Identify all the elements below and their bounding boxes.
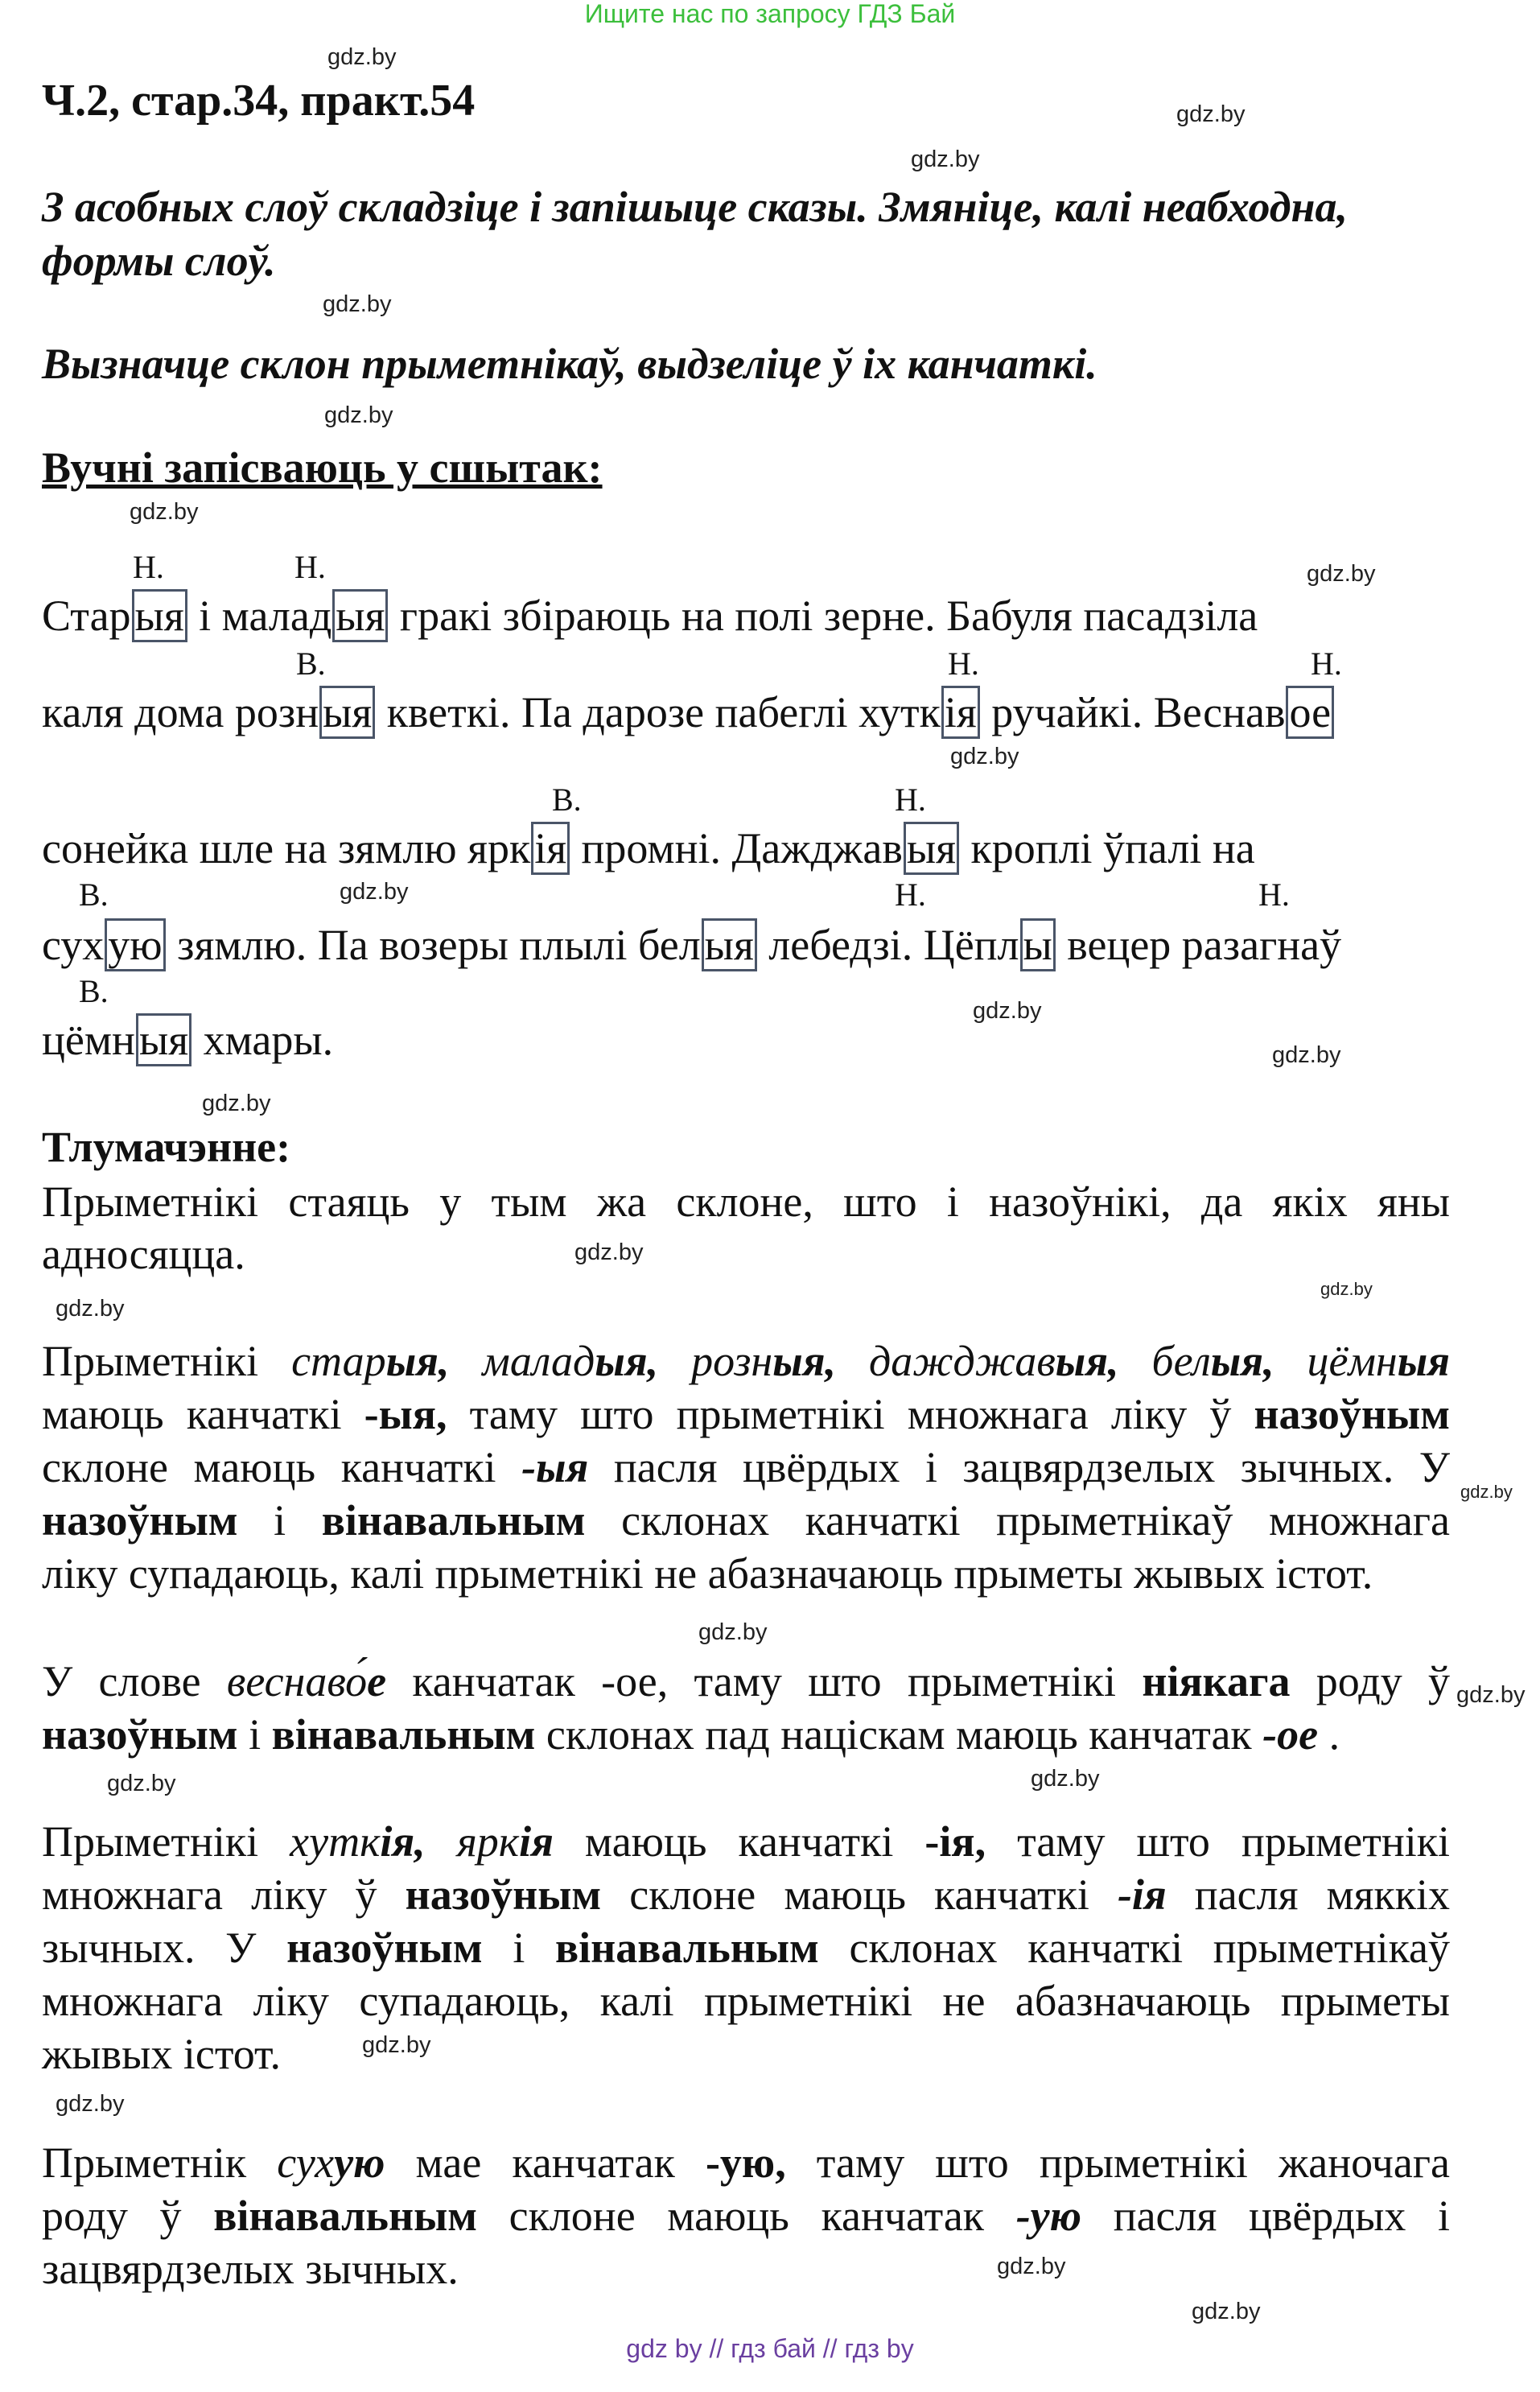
watermark: gdz.by: [911, 146, 980, 172]
text-run: [658, 1337, 691, 1385]
paragraph-line: [42, 2027, 281, 2081]
emphasis-text: назоўным: [405, 1870, 602, 1919]
case-label: Н.: [1311, 645, 1342, 682]
text-run: множнага ліку ў: [42, 1870, 406, 1919]
exercise-line: [42, 918, 1341, 971]
instruction-line-1: З асобных слоў складзіце і запішыце сказы. Змяніце, калі неабходна,: [42, 183, 1349, 231]
emphasis-text: малад: [482, 1337, 595, 1385]
emphasis-text: ыя,: [1055, 1337, 1119, 1385]
text-run: цёмн: [42, 1016, 135, 1064]
emphasis-text: розн: [691, 1337, 773, 1385]
watermark: gdz.by: [324, 402, 393, 428]
watermark: gdz.by: [973, 998, 1042, 1024]
text-run: каля дома розн: [42, 688, 319, 736]
ending-box: ія: [531, 822, 570, 875]
ending-box: ія: [941, 686, 980, 739]
watermark: gdz.by: [1460, 1482, 1513, 1502]
text-run: Прыметнікі: [42, 1337, 292, 1385]
text-run: таму што прыметнікі жаночага: [785, 2138, 1450, 2187]
text-run: роду ў: [1290, 1657, 1450, 1705]
text-run: кветкі. Па дарозе пабеглі хутк: [376, 688, 941, 736]
emphasis-text: ыя,: [772, 1337, 837, 1385]
instruction-line-2: формы слоў.: [42, 237, 276, 285]
ending-box: ыя: [702, 918, 757, 971]
text-run: гракі збіраюць на полі зерне. Бабуля пасадзіла: [389, 592, 1258, 640]
text-run: [426, 1817, 457, 1866]
case-label: Н.: [948, 645, 979, 682]
ending-box: ыя: [132, 589, 187, 642]
paragraph-line: [42, 1974, 1450, 2027]
ending-box: ую: [105, 918, 165, 971]
text-run: ліку супадаюць, калі прыметнікі не абазначаюць прыметы жывых істот.: [42, 1549, 1373, 1598]
text-run: кроплі ўпалі на: [959, 824, 1255, 872]
paragraph-line: [42, 1334, 1450, 1388]
paragraph-line: [42, 1494, 1450, 1547]
emphasis-text: ыя: [1397, 1337, 1451, 1385]
paragraph-line: [42, 1227, 245, 1281]
emphasis-text: стар: [291, 1337, 386, 1385]
text-run: Прыметнік: [42, 2138, 278, 2187]
text-run: роду ў: [42, 2192, 214, 2240]
notebook-heading: Вучні запісваюць у сшытак:: [42, 443, 603, 492]
instruction-line-3: Вызначце склон прыметнікаў, выдзеліце ў іх канчаткі.: [42, 340, 1097, 388]
text-run: Стар: [42, 592, 131, 640]
text-run: адносяцца.: [42, 1230, 245, 1278]
watermark: gdz.by: [1307, 561, 1376, 587]
case-label: Н.: [1258, 876, 1290, 913]
text-run: склонах канчаткі прыметнікаў множнага: [585, 1496, 1450, 1544]
paragraph-line: [42, 1441, 1450, 1494]
explanation-heading: Тлумачэнне:: [42, 1123, 291, 1171]
emphasis-text: хутк: [290, 1817, 381, 1866]
text-run: множнага ліку супадаюць, калі прыметнікі не абазначаюць прыметы: [42, 1977, 1450, 2025]
emphasis-text: -ую,: [705, 2138, 786, 2187]
text-run: хмары.: [192, 1016, 334, 1064]
watermark: gdz.by: [997, 2254, 1066, 2279]
watermark: gdz.by: [56, 1296, 125, 1322]
ending-box: ыя: [904, 822, 959, 875]
ending-box: ыя: [319, 686, 375, 739]
text-run: промні. Дажджав: [570, 824, 903, 872]
text-run: маюць канчаткі: [553, 1817, 925, 1866]
text-run: і: [237, 1496, 322, 1544]
paragraph-line: [42, 2189, 1450, 2242]
text-run: [1119, 1337, 1152, 1385]
text-run: Прыметнікі стаяць у тым жа склоне, што і назоўнікі, да якіх яны: [42, 1177, 1450, 1226]
emphasis-text: веснаво́: [226, 1657, 368, 1705]
text-run: Прыметнікі: [42, 1817, 290, 1866]
text-run: зямлю. Па возеры плылі бел: [166, 921, 701, 969]
text-run: канчатак: [386, 1657, 602, 1705]
watermark: gdz.by: [1176, 101, 1246, 127]
paragraph-line: [42, 1655, 1450, 1708]
emphasis-text: -ія: [1117, 1870, 1167, 1919]
watermark: gdz.by: [202, 1091, 271, 1116]
paragraph-line: [42, 2242, 459, 2295]
watermark: gdz.by: [1456, 1682, 1526, 1708]
emphasis-text: -ое: [1262, 1710, 1319, 1759]
text-run: лебедзі. Цёпл: [757, 921, 1019, 969]
watermark: gdz.by: [574, 1239, 644, 1265]
ending-box: ыя: [332, 589, 388, 642]
text-run: склонах пад націскам маюць канчатак: [535, 1710, 1263, 1759]
emphasis-text: назоўным: [286, 1924, 483, 1972]
emphasis-text: ыя,: [595, 1337, 659, 1385]
emphasis-text: ыя,: [385, 1337, 450, 1385]
watermark: gdz.by: [130, 499, 199, 525]
text-run: зацвярдзелых зычных.: [42, 2245, 459, 2293]
emphasis-text: ыя,: [1210, 1337, 1274, 1385]
emphasis-text: ія: [519, 1817, 554, 1866]
emphasis-text: ярк: [456, 1817, 520, 1866]
text-run: і малад: [187, 592, 332, 640]
emphasis-text: -ую: [1015, 2192, 1082, 2240]
watermark: gdz.by: [340, 879, 409, 905]
exercise-line: [42, 589, 1258, 642]
emphasis-text: вінавальным: [555, 1924, 819, 1972]
case-label: В.: [296, 645, 326, 682]
emphasis-text: назоўным: [42, 1710, 238, 1759]
text-run: сух: [42, 921, 105, 969]
watermark: gdz.by: [327, 44, 397, 70]
emphasis-text: е: [367, 1657, 387, 1705]
text-run: ручайкі. Веснав: [980, 688, 1286, 736]
page-title: Ч.2, стар.34, практ.54: [42, 76, 476, 126]
text-run: зычных. У: [42, 1924, 287, 1972]
search-hint-banner: Ищите нас по запросу ГДЗ Бай: [584, 0, 956, 28]
emphasis-text: назоўным: [1254, 1390, 1450, 1438]
text-run: маюць канчаткі: [42, 1390, 364, 1438]
text-run: склонах канчаткі прыметнікаў: [818, 1924, 1450, 1972]
watermark: gdz.by: [323, 291, 392, 317]
text-run: [836, 1337, 869, 1385]
text-run: -ое: [601, 1657, 657, 1705]
text-run: .: [1318, 1710, 1340, 1759]
ending-box: ы: [1020, 918, 1056, 971]
emphasis-text: -ыя: [521, 1443, 589, 1491]
watermark: gdz.by: [1031, 1766, 1100, 1792]
exercise-line: [42, 1013, 333, 1066]
paragraph-line: [42, 1708, 1340, 1761]
text-run: склоне маюць канчатак: [477, 2192, 1016, 2240]
paragraph-line: [42, 2136, 1450, 2189]
text-run: мае канчатак: [385, 2138, 706, 2187]
text-run: пасля цвёрдых і: [1081, 2192, 1450, 2240]
text-run: [1274, 1337, 1307, 1385]
watermark: gdz.by: [1320, 1279, 1373, 1299]
case-label: Н.: [294, 549, 326, 585]
case-label: В.: [79, 973, 109, 1009]
text-run: пасля мяккіх: [1166, 1870, 1450, 1919]
watermark: gdz.by: [950, 744, 1019, 769]
text-run: і: [482, 1924, 556, 1972]
watermark: gdz.by: [1192, 2299, 1261, 2324]
watermark: gdz.by: [56, 2091, 125, 2117]
watermark: gdz.by: [107, 1771, 176, 1796]
emphasis-text: вінавальным: [321, 1496, 586, 1544]
case-label: В.: [552, 782, 582, 818]
exercise-line: [42, 686, 1335, 739]
paragraph-line: [42, 1921, 1450, 1974]
emphasis-text: ія,: [380, 1817, 426, 1866]
watermark: gdz.by: [698, 1619, 768, 1645]
case-label: Н.: [133, 549, 164, 585]
text-run: пасля цвёрдых і зацвярдзелых зычных. У: [588, 1443, 1450, 1491]
text-run: і: [237, 1710, 272, 1759]
emphasis-text: ую: [334, 2138, 385, 2187]
emphasis-text: ніякага: [1142, 1657, 1291, 1705]
text-run: таму што прыметнікі множнага ліку ў: [447, 1390, 1254, 1438]
emphasis-text: вінавальным: [271, 1710, 536, 1759]
text-run: вецер разагнаў: [1056, 921, 1342, 969]
paragraph-line: [42, 1815, 1450, 1868]
emphasis-text: -ія,: [924, 1817, 986, 1866]
emphasis-text: сух: [277, 2138, 335, 2187]
paragraph-line: [42, 1868, 1450, 1921]
footer-links[interactable]: gdz by // гдз бай // гдз by: [626, 2334, 914, 2363]
case-label: Н.: [895, 782, 926, 818]
text-run: [449, 1337, 482, 1385]
text-run: сонейка шле на зямлю ярк: [42, 824, 531, 872]
emphasis-text: вінавальным: [213, 2192, 478, 2240]
ending-box: ое: [1286, 686, 1334, 739]
text-run: , таму што прыметнікі: [657, 1657, 1143, 1705]
paragraph-line: [42, 1388, 1450, 1441]
emphasis-text: бел: [1151, 1337, 1211, 1385]
text-run: У слове: [42, 1657, 227, 1705]
ending-box: ыя: [136, 1013, 191, 1066]
text-run: склоне маюць канчаткі: [42, 1443, 522, 1491]
emphasis-text: дажджав: [868, 1337, 1056, 1385]
emphasis-text: назоўным: [42, 1496, 238, 1544]
case-label: Н.: [895, 876, 926, 913]
text-run: склоне маюць канчаткі: [601, 1870, 1118, 1919]
paragraph-line: [42, 1175, 1450, 1228]
watermark: gdz.by: [362, 2032, 431, 2058]
exercise-line: [42, 822, 1255, 875]
paragraph-line: [42, 1547, 1373, 1600]
emphasis-text: цёмн: [1307, 1337, 1398, 1385]
text-run: таму што прыметнікі: [986, 1817, 1450, 1866]
emphasis-text: -ыя,: [364, 1390, 447, 1438]
watermark: gdz.by: [1272, 1042, 1341, 1068]
text-run: жывых істот.: [42, 2030, 282, 2078]
case-label: В.: [79, 876, 109, 913]
